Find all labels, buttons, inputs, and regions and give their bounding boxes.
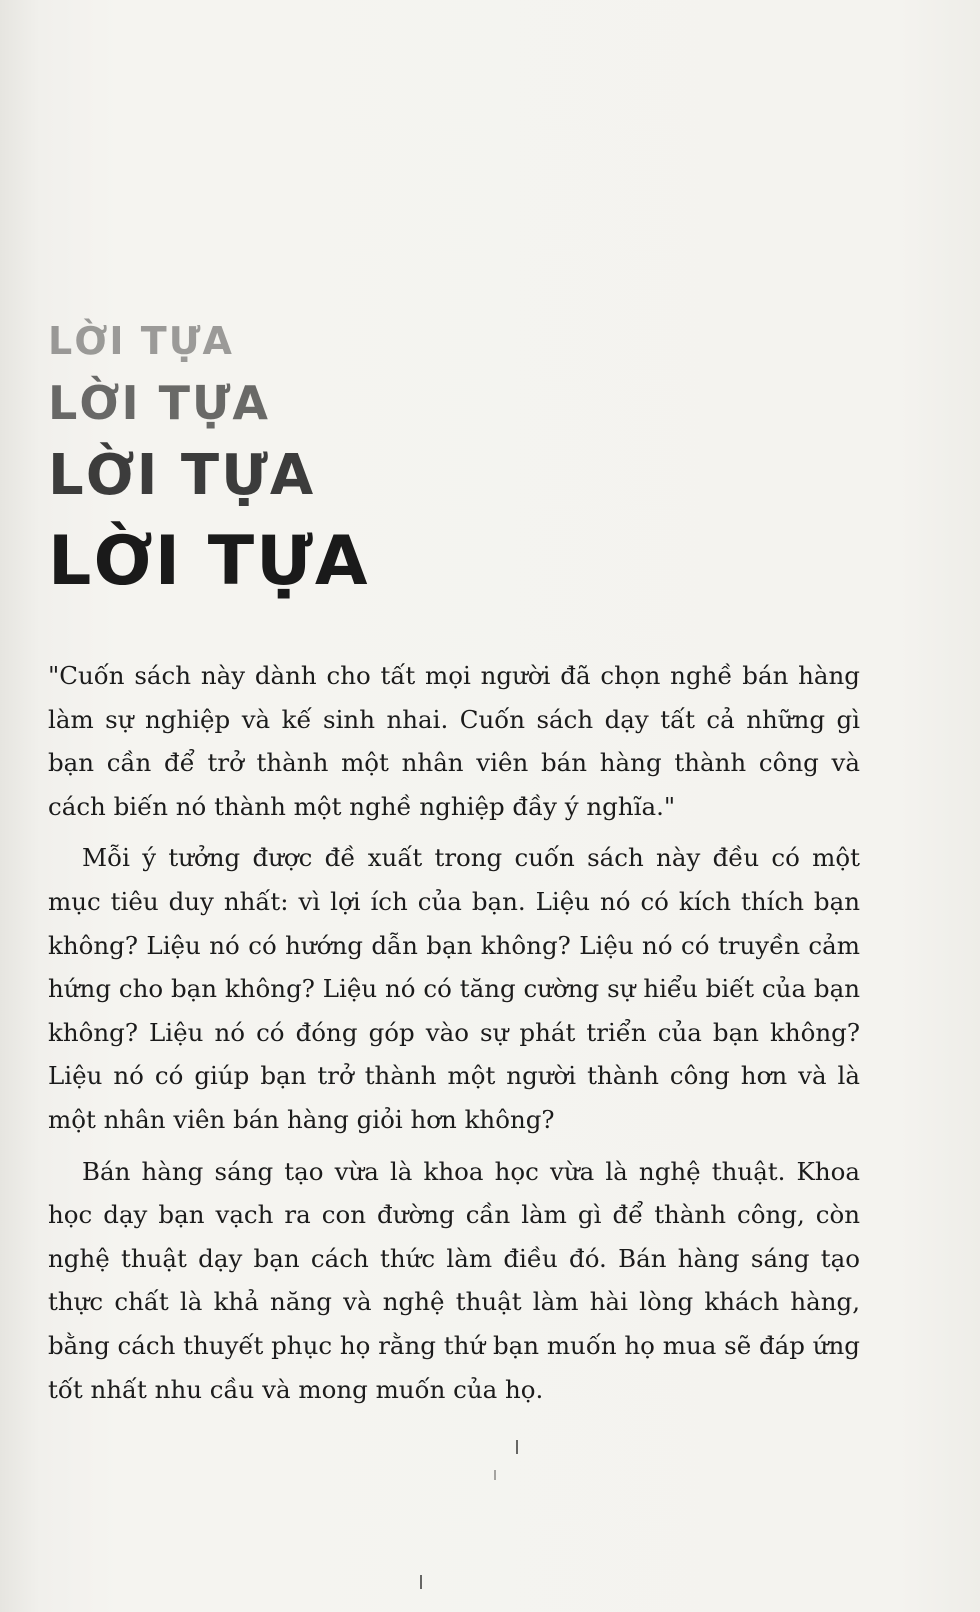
print-speck [494,1470,496,1480]
body-text [48,654,860,1419]
print-speck [420,1575,422,1589]
paragraph-quote: "Cuốn sách này dành cho tất mọi người đã chọn nghề bán hàng làm sự nghiệp và kế sinh nhai. Cuốn sách dạy tất cả những gì bạn cần để trở thành một nhân viên bán hàng thành công và cách biến nó thành một nghề nghiệp đầy ý nghĩa." [48,661,860,821]
print-speck [516,1440,518,1454]
paragraph-2: Mỗi ý tưởng được đề xuất trong cuốn sách này đều có một mục tiêu duy nhất: vì lợi ích của bạn. Liệu nó có kích thích bạn không? Liệu nó có hướng dẫn bạn không? Liệu nó có truyền cảm hứng cho bạn không? Liệu nó có tăng cường sự hiểu biết của bạn không? Liệu nó có đóng góp vào sự phát triển của bạn không? Liệu nó có giúp bạn trở thành một người thành công hơn và là một nhân viên bán hàng giỏi hơn không? [48,843,860,1134]
title-echo-2: LỜI TỰA [48,376,271,430]
paragraph-3: Bán hàng sáng tạo vừa là khoa học vừa là nghệ thuật. Khoa học dạy bạn vạch ra con đường cần làm gì để thành công, còn nghệ thuật dạy bạn cách thức làm điều đó. Bán hàng sáng tạo thực chất là khả năng và nghệ thuật làm hài lòng khách hàng, bằng cách thuyết phục họ rằng thứ bạn muốn họ mua sẽ đáp ứng tốt nhất nhu cầu và mong muốn của họ. [48,1156,860,1404]
title-echo-1: LỜI TỰA [48,319,234,363]
title-echo-3: LỜI TỰA [48,443,316,508]
page-title: LỜI TỰA [48,522,370,601]
title-block [48,318,568,608]
